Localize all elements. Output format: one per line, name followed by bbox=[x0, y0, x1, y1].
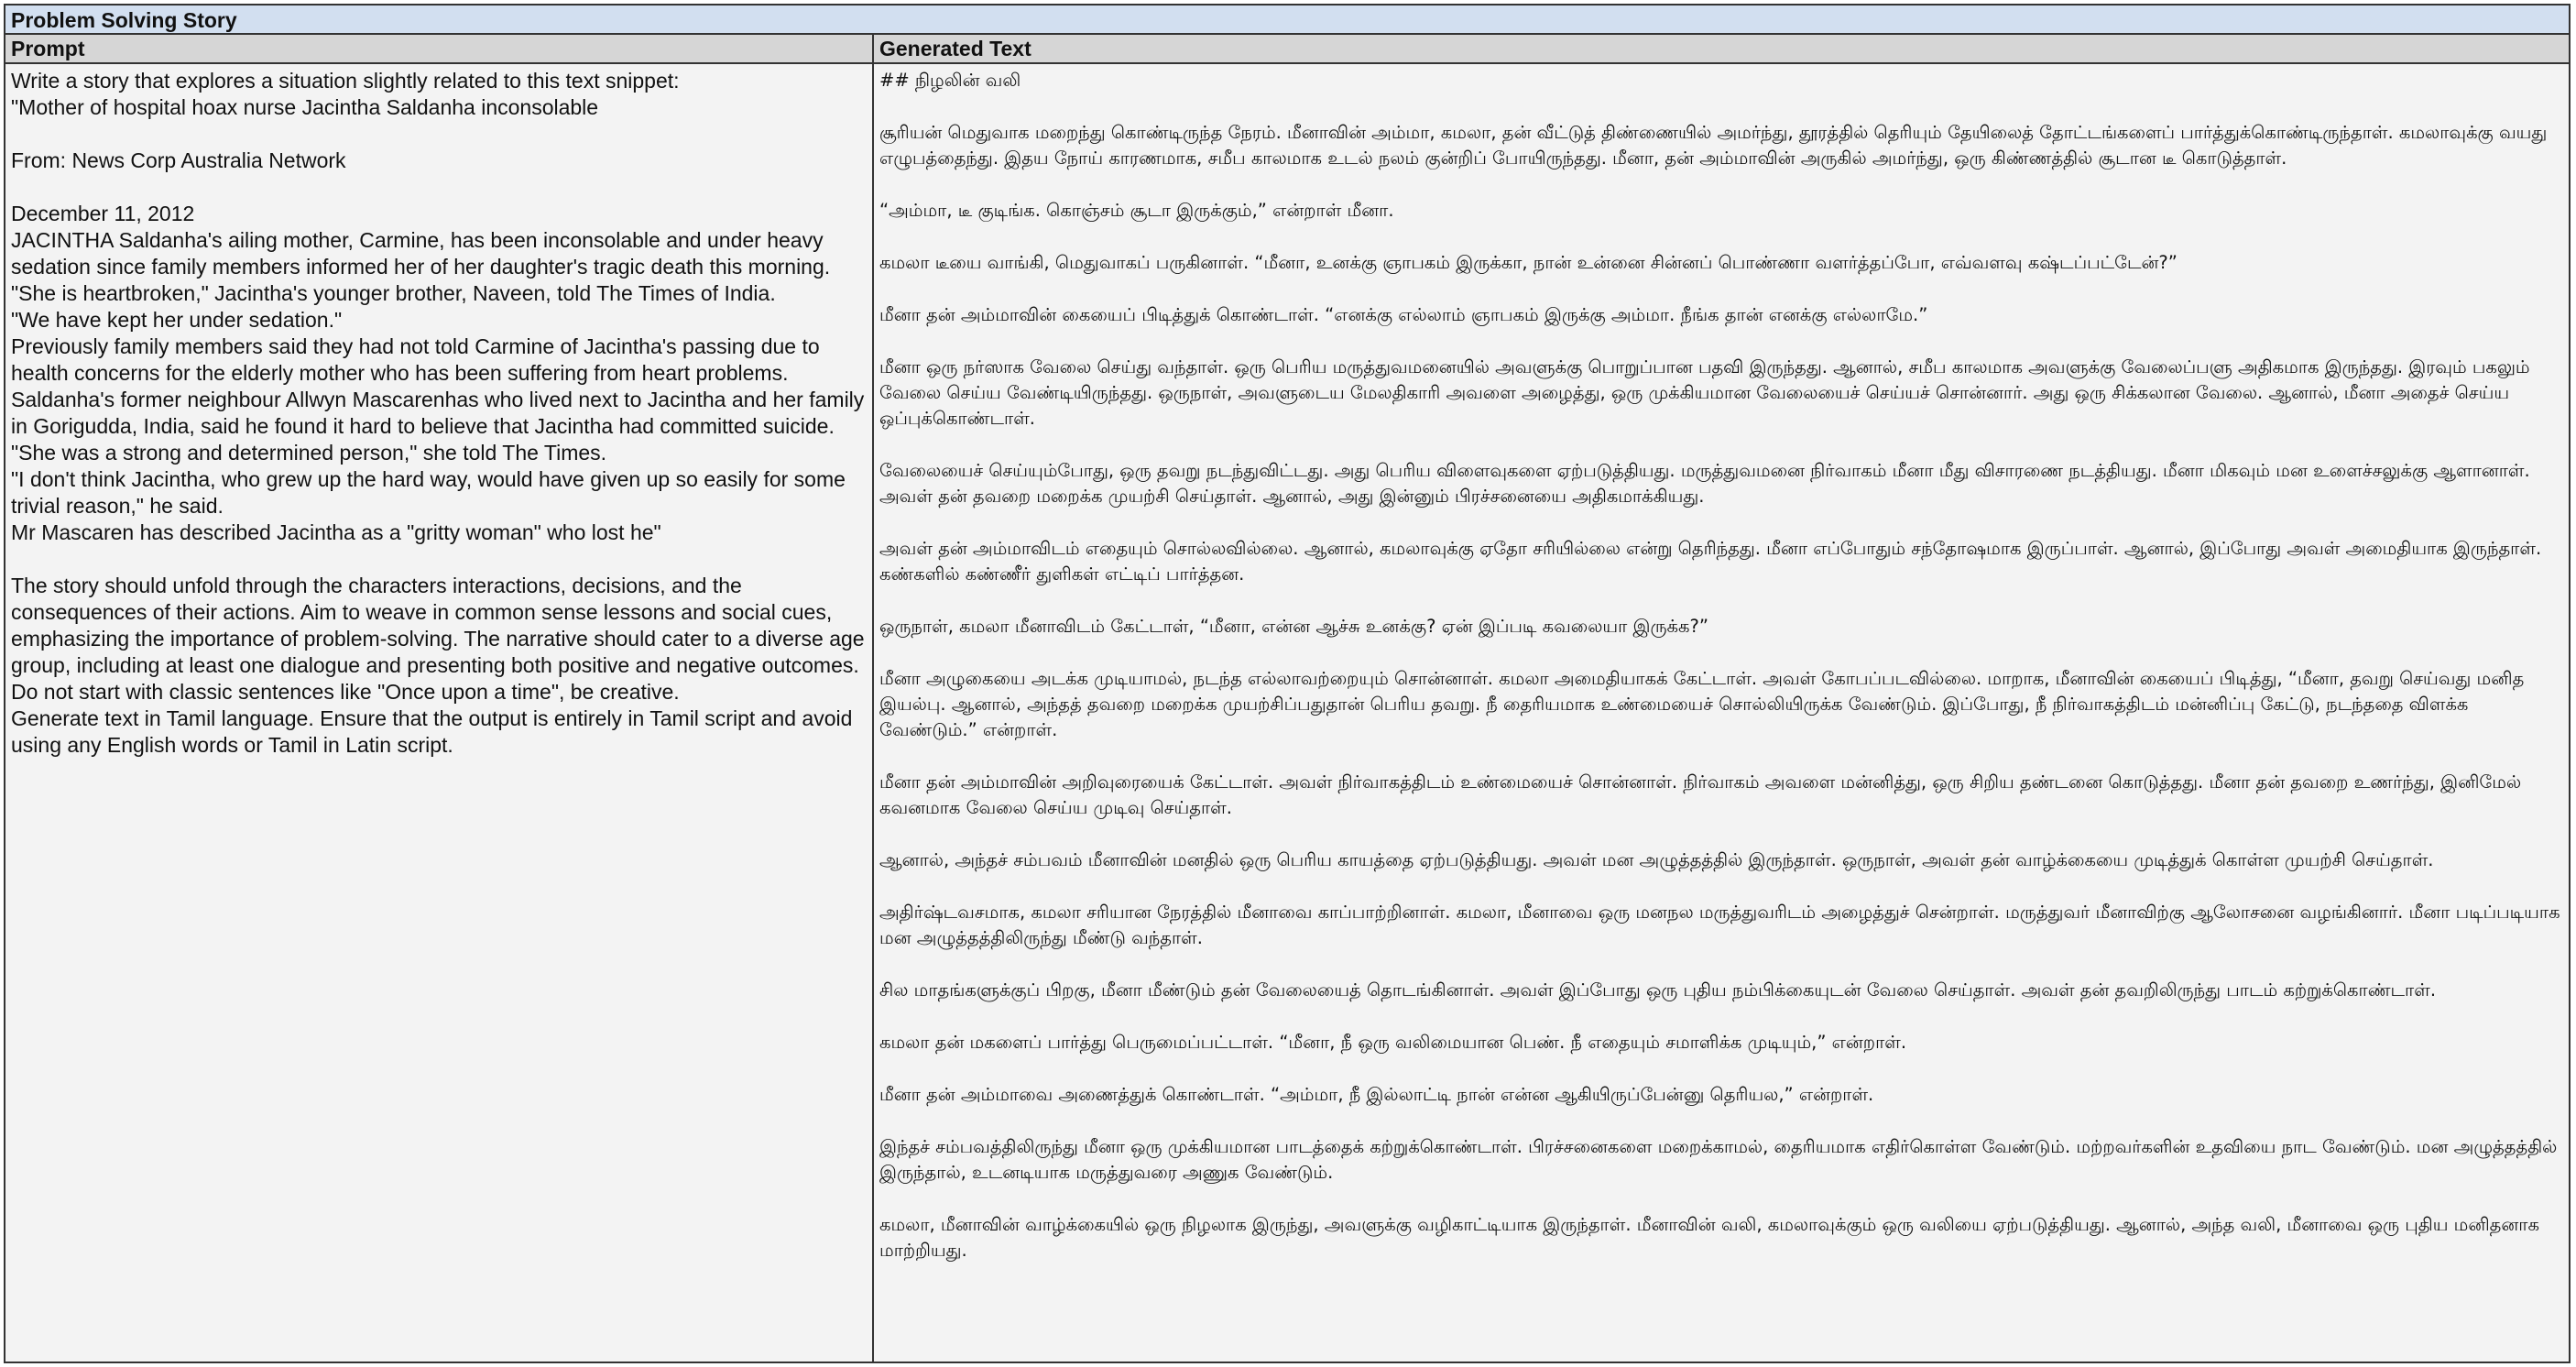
story-paragraph: மீனா தன் அம்மாவை அணைத்துக் கொண்டாள். “அம்மா, நீ இல்லாட்டி நான் என்ன ஆகியிருப்பேன்னு தெரியல,” என்றாள். bbox=[879, 1084, 1874, 1105]
story-paragraph: கமலா டீயை வாங்கி, மெதுவாகப் பருகினாள். “மீனா, உனக்கு ஞாபகம் இருக்கா, நான் உன்னை சின்னப் பொண்ணா வளர்த்தப்போ, எவ்வளவு கஷ்டப்பட்டேன்?” bbox=[879, 252, 2178, 273]
prompt-line: Do not start with classic sentences like "Once upon a time", be creative. bbox=[11, 680, 680, 704]
prompt-line: Previously family members said they had not told Carmine of Jacintha's passing due to health concerns for the elderly mother who has been suffering from heart problems. bbox=[11, 334, 826, 385]
prompt-line bbox=[11, 174, 867, 201]
story-paragraph: அவள் தன் அம்மாவிடம் எதையும் சொல்லவில்லை. ஆனால், கமலாவுக்கு ஏதோ சரியில்லை என்று தெரிந்தது. மீனா எப்போதும் சந்தோஷமாக இருப்பாள். ஆனால், இப்போது அவள் அமைதியாக இருந்தாள். கண்களில் கண்ணீர் துளிகள் எட்டிப் பார்த்தன. bbox=[879, 538, 2542, 585]
story-paragraph: மீனா தன் அம்மாவின் அறிவுரையைக் கேட்டாள். அவள் நிர்வாகத்திடம் உண்மையைச் சொன்னாள். நிர்வாகம் அவளை மன்னித்து, ஒரு சிறிய தண்டனை கொடுத்தது. மீனா தன் தவறை உணர்ந்து, இனிமேல் கவனமாக வேலை செய்ய முடிவு செய்தாள். bbox=[879, 771, 2522, 818]
prompt-line: "She is heartbroken," Jacintha's younger brother, Naveen, told The Times of India. bbox=[11, 281, 776, 305]
prompt-line: "We have kept her under sedation." bbox=[11, 308, 343, 332]
table-row bbox=[5, 64, 2569, 1362]
story-paragraph: மீனா ஒரு நர்ஸாக வேலை செய்து வந்தாள். ஒரு பெரிய மருத்துவமனையில் அவளுக்கு பொறுப்பான பதவி இருந்தது. ஆனால், சமீப காலமாக அவளுக்கு வேலைப்பளு அதிகமாக இருந்தது. இரவும் பகலும் வேலை செய்ய வேண்டியிருந்தது. ஒருநாள், அவளுடைய மேலதிகாரி அவளை அழைத்து, ஒரு முக்கியமான வேலையைச் செய்யச் சொன்னார். அது ஒரு சிக்கலான வேலை. ஆனால், மீனா அதைச் செய்ய ஒப்புக்கொண்டாள். bbox=[879, 356, 2530, 429]
story-paragraph: சில மாதங்களுக்குப் பிறகு, மீனா மீண்டும் தன் வேலையைத் தொடங்கினாள். அவள் இப்போது ஒரு புதிய நம்பிக்கையுடன் வேலை செய்தாள். அவள் தன் தவறிலிருந்து பாடம் கற்றுக்கொண்டாள். bbox=[879, 979, 2437, 1001]
table-title: Problem Solving Story bbox=[5, 5, 2569, 35]
prompt-line: The story should unfold through the characters interactions, decisions, and the consequences of their actions. Aim to weave in common sense lessons and social cues, emphasizing the importance of problem-solving. The narrative should cater to a diverse age group, including at least one dialogue and presenting both positive and negative outcomes. bbox=[11, 574, 870, 677]
generated-column-header: Generated Text bbox=[879, 37, 1031, 60]
prompt-line: "She was a strong and determined person," she told The Times. bbox=[11, 441, 607, 465]
story-paragraph: கமலா தன் மகளைப் பார்த்து பெருமைப்பட்டாள். “மீனா, நீ ஒரு வலிமையான பெண். நீ எதையும் சமாளிக்க முடியும்,” என்றாள். bbox=[879, 1032, 1907, 1053]
header-row bbox=[5, 35, 2569, 64]
prompt-line: JACINTHA Saldanha's ailing mother, Carmine, has been inconsolable and under heavy sedation since family members informed her of her daughter's tragic death this morning. bbox=[11, 228, 831, 279]
story-paragraph: “அம்மா, டீ குடிங்க. கொஞ்சம் சூடா இருக்கும்,” என்றாள் மீனா. bbox=[879, 200, 1394, 221]
story-paragraph: இந்தச் சம்பவத்திலிருந்து மீனா ஒரு முக்கியமான பாடத்தைக் கற்றுக்கொண்டாள். பிரச்சனைகளை மறைக்காமல், தைரியமாக எதிர்கொள்ள வேண்டும். மற்றவர்களின் உதவியை நாட வேண்டும். மன அழுத்தத்தில் இருந்தால், உடனடியாக மருத்துவரை அணுக வேண்டும். bbox=[879, 1136, 2558, 1183]
prompt-line: "Mother of hospital hoax nurse Jacintha Saldanha inconsolable bbox=[11, 95, 599, 119]
story-paragraph: மீனா அழுகையை அடக்க முடியாமல், நடந்த எல்லாவற்றையும் சொன்னாள். கமலா அமைதியாகக் கேட்டாள். அவள் கோபப்படவில்லை. மாறாக, மீனாவின் கையைப் பிடித்து, “மீனா, தவறு செய்வது மனித இயல்பு. ஆனால், அந்தத் தவறை மறைக்க முயற்சிப்பதுதான் பெரிய தவறு. நீ தைரியமாக உண்மையைச் சொல்லியிருக்க வேண்டும். இப்போது, நீ நிர்வாகத்திடம் மன்னிப்பு கேட்டு, நடந்ததை விளக்க வேண்டும்.” என்றாள். bbox=[879, 668, 2525, 740]
prompt-cell bbox=[5, 64, 874, 1362]
prompt-line: December 11, 2012 bbox=[11, 202, 195, 225]
prompt-line: Generate text in Tamil language. Ensure that the output is entirely in Tamil script and avoid using any English words or Tamil in Latin script. bbox=[11, 706, 858, 757]
prompt-line: From: News Corp Australia Network bbox=[11, 148, 346, 172]
prompt-line: Mr Mascaren has described Jacintha as a "gritty woman" who lost he" bbox=[11, 520, 661, 544]
story-paragraph: அதிர்ஷ்டவசமாக, கமலா சரியான நேரத்தில் மீனாவை காப்பாற்றினாள். கமலா, மீனாவை ஒரு மனநல மருத்துவரிடம் அழைத்துச் சென்றாள். மருத்துவர் மீனாவிற்கு ஆலோசனை வழங்கினார். மீனா படிப்படியாக மன அழுத்தத்திலிருந்து மீண்டு வந்தாள். bbox=[879, 902, 2560, 948]
prompt-line bbox=[11, 121, 867, 148]
prompt-line: Write a story that explores a situation slightly related to this text snippet: bbox=[11, 69, 680, 93]
prompt-column-header: Prompt bbox=[5, 35, 874, 62]
story-paragraph: சூரியன் மெதுவாக மறைந்து கொண்டிருந்த நேரம். மீனாவின் அம்மா, கமலா, தன் வீட்டுத் திண்ணையில் அமர்ந்து, தூரத்தில் தெரியும் தேயிலைத் தோட்டங்களைப் பார்த்துக்கொண்டிருந்தாள். கமலாவுக்கு வயது எழுபத்தைந்து. இதய நோய் காரணமாக, சமீப காலமாக உடல் நலம் குன்றிப் போயிருந்தது. மீனா, தன் அம்மாவின் அருகில் அமர்ந்து, ஒரு கிண்ணத்தில் சூடான டீ கொடுத்தாள். bbox=[879, 122, 2548, 169]
generated-text-cell bbox=[874, 64, 2569, 1362]
story-heading: ## நிழலின் வலி bbox=[879, 70, 1021, 91]
story-table bbox=[4, 4, 2571, 1363]
story-paragraph: மீனா தன் அம்மாவின் கையைப் பிடித்துக் கொண்டாள். “எனக்கு எல்லாம் ஞாபகம் இருக்கு அம்மா. நீங்க தான் எனக்கு எல்லாமே.” bbox=[879, 304, 1928, 325]
story-paragraph: ஒருநாள், கமலா மீனாவிடம் கேட்டாள், “மீனா, என்ன ஆச்சு உனக்கு? ஏன் இப்படி கவலையா இருக்க?” bbox=[879, 616, 1708, 637]
story-paragraph: வேலையைச் செய்யும்போது, ஒரு தவறு நடந்துவிட்டது. அது பெரிய விளைவுகளை ஏற்படுத்தியது. மருத்துவமனை நிர்வாகம் மீனா மீது விசாரணை நடத்தியது. மீனா மிகவும் மன உளைச்சலுக்கு ஆளானாள். அவள் தன் தவறை மறைக்க முயற்சி செய்தாள். ஆனால், அது இன்னும் பிரச்சனையை அதிகமாக்கியது. bbox=[879, 460, 2530, 507]
prompt-line bbox=[11, 546, 867, 573]
prompt-line: Saldanha's former neighbour Allwyn Mascarenhas who lived next to Jacintha and her family in Gorigudda, India, said he found it hard to believe that Jacintha had committed suicide. bbox=[11, 388, 870, 438]
story-paragraph: கமலா, மீனாவின் வாழ்க்கையில் ஒரு நிழலாக இருந்து, அவளுக்கு வழிகாட்டியாக இருந்தாள். மீனாவின் வலி, கமலாவுக்கும் ஒரு வலியை ஏற்படுத்தியது. ஆனால், அந்த வலி, மீனாவை ஒரு புதிய மனிதனாக மாற்றியது. bbox=[879, 1214, 2539, 1261]
story-paragraph: ஆனால், அந்தச் சம்பவம் மீனாவின் மனதில் ஒரு பெரிய காயத்தை ஏற்படுத்தியது. அவள் மன அழுத்தத்தில் இருந்தாள். ஒருநாள், அவள் தன் வாழ்க்கையை முடித்துக் கொள்ள முயற்சி செய்தாள். bbox=[879, 849, 2434, 870]
prompt-line: "I don't think Jacintha, who grew up the hard way, would have given up so easily for some trivial reason," he said. bbox=[11, 467, 852, 518]
